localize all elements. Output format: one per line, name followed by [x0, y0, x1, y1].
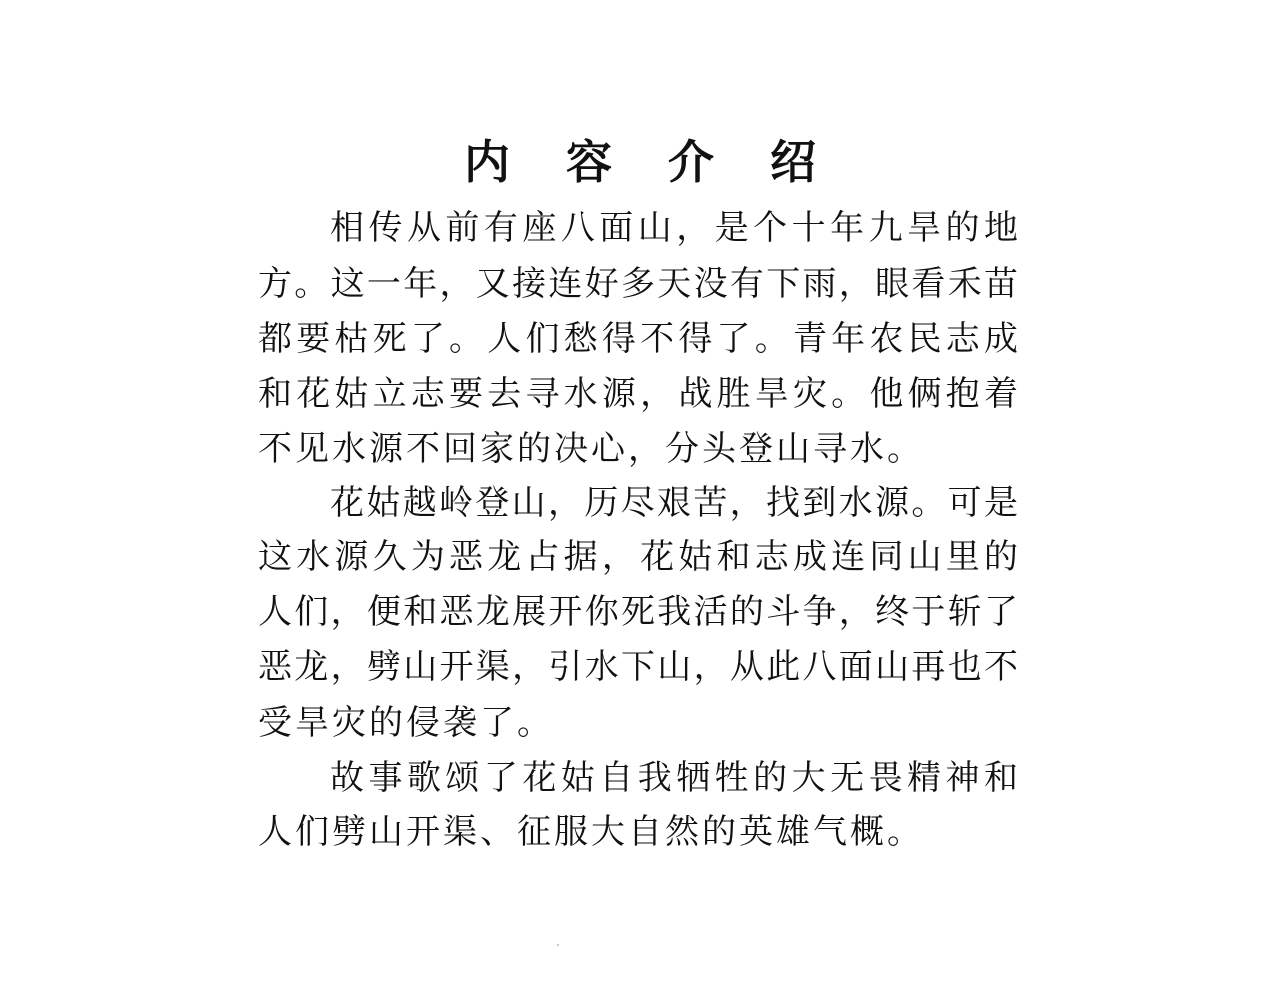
- paragraph-1-line-2: 方。这一年，又接连好多天没有下雨，眼看禾苗: [258, 264, 1018, 304]
- paragraph-3-line-2: 人们劈山开渠、征服大自然的英雄气概。: [258, 812, 924, 852]
- paragraph-3-line-1: 故事歌颂了花姑自我牺牲的大无畏精神和: [330, 758, 1018, 798]
- paragraph-2-line-4: 恶龙，劈山开渠，引水下山，从此八面山再也不: [258, 647, 1018, 687]
- scan-speck: [557, 944, 559, 946]
- paragraph-1-line-3: 都要枯死了。人们愁得不得了。青年农民志成: [258, 319, 1018, 359]
- paragraph-2-line-1: 花姑越岭登山，历尽艰苦，找到水源。可是: [330, 483, 1018, 523]
- paragraph-1-line-4: 和花姑立志要去寻水源，战胜旱灾。他俩抱着: [258, 374, 1018, 414]
- paragraph-2-line-2: 这水源久为恶龙占据，花姑和志成连同山里的: [258, 537, 1018, 577]
- paragraph-2-line-5: 受旱灾的侵袭了。: [258, 703, 554, 743]
- paragraph-1-line-1: 相传从前有座八面山，是个十年九旱的地: [330, 208, 1018, 248]
- paragraph-1-line-5: 不见水源不回家的决心，分头登山寻水。: [258, 429, 924, 469]
- paragraph-2-line-3: 人们，便和恶龙展开你死我活的斗争，终于斩了: [258, 592, 1018, 632]
- page-title: 内容介绍: [464, 135, 872, 189]
